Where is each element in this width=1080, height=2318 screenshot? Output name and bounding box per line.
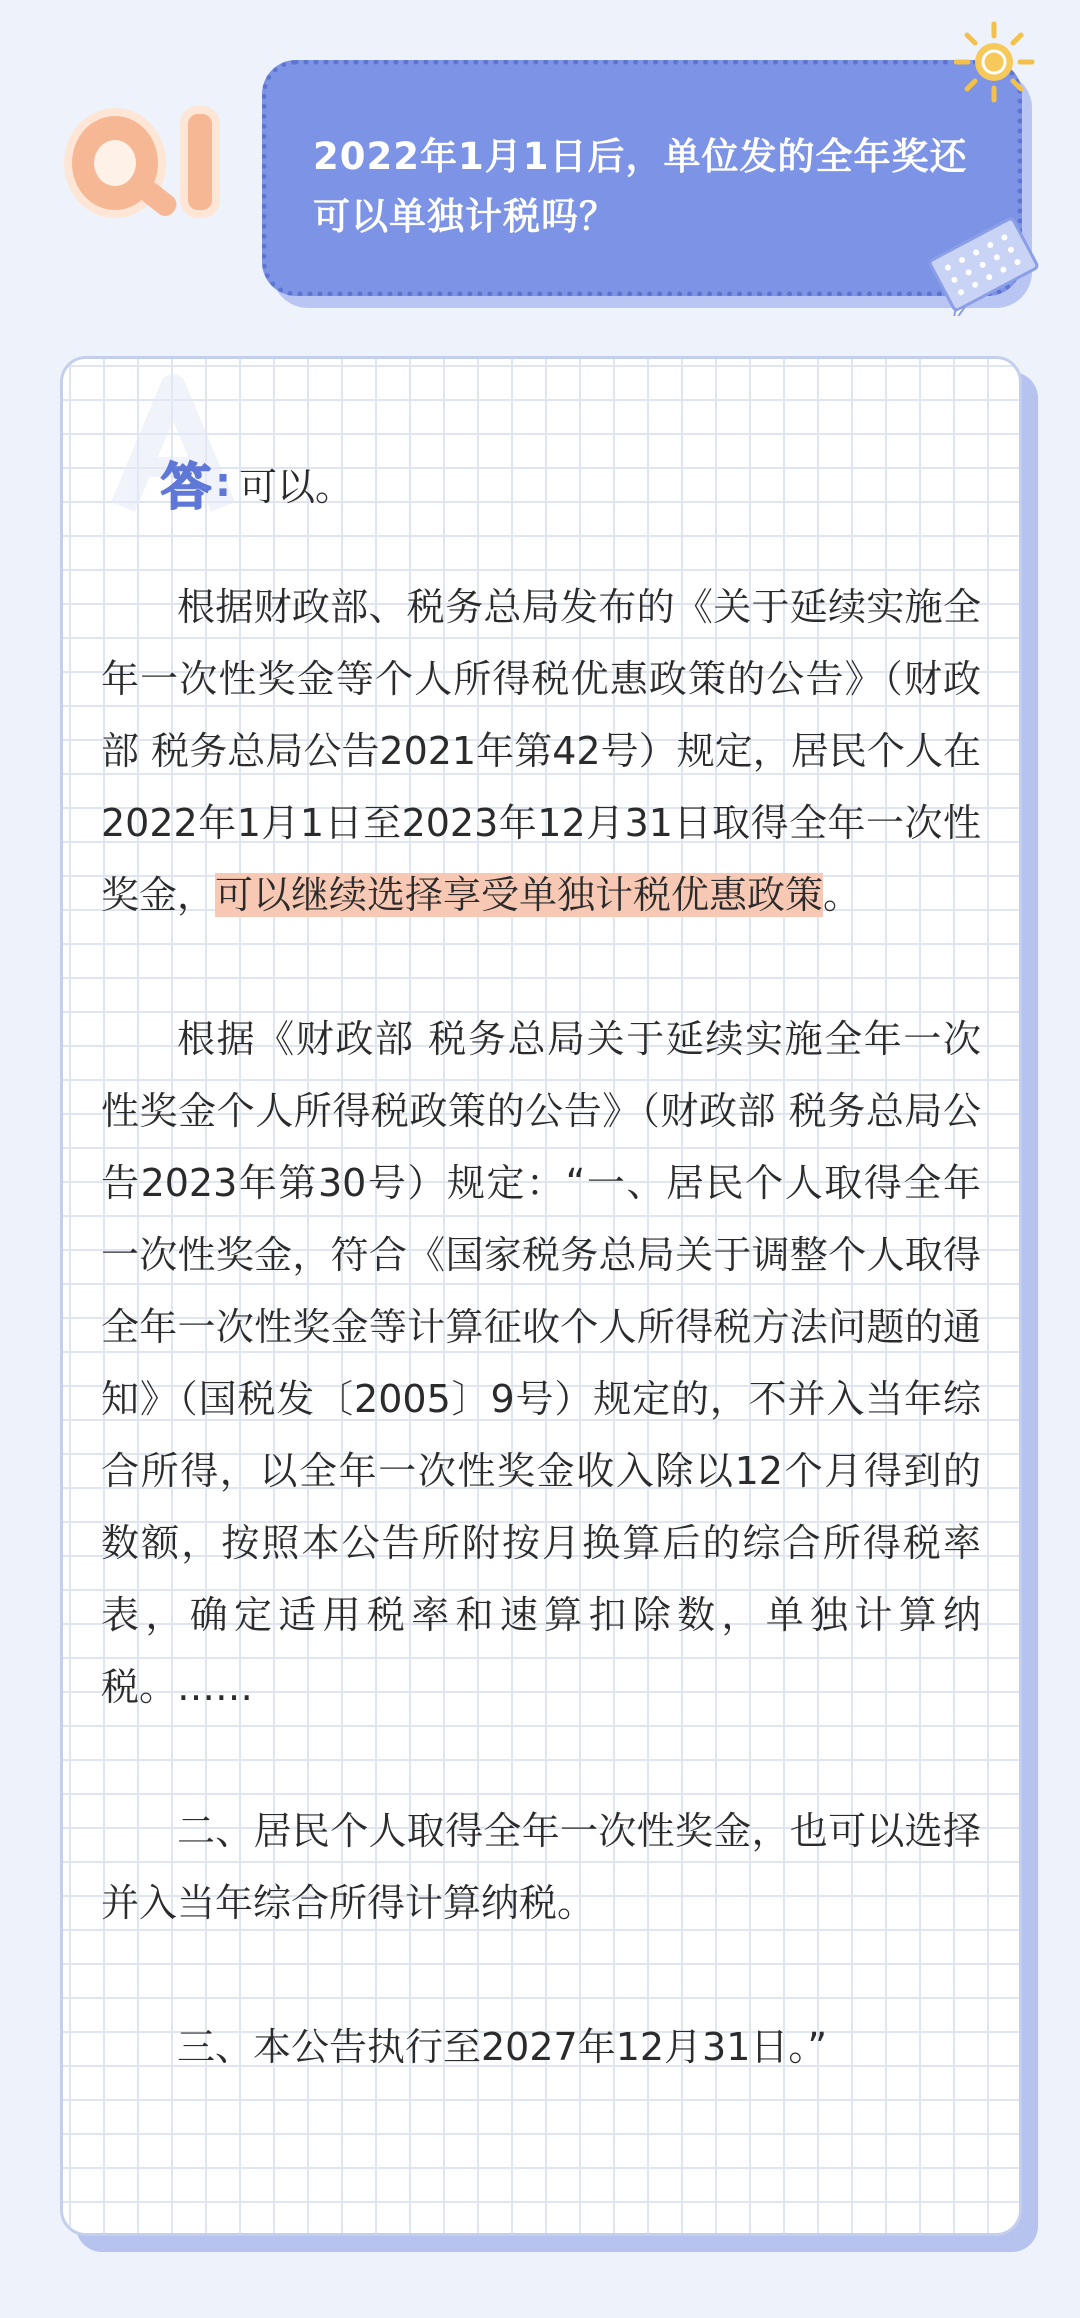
paragraph-1-text: 根据财政部、税务总局发布的《关于延续实施全年一次性奖金等个人所得税优惠政策的公告》（财政部 税务总局公告2021年第42号）规定，居民个人在2022年1月1日至2023年12月31日取得全年一次性奖金， [101, 585, 981, 917]
answer-heading [161, 443, 353, 523]
question-text: 2022年1月1日后，单位发的全年奖还可以单独计税吗？ [313, 135, 968, 238]
paragraph-3: 二、居民个人取得全年一次性奖金，也可以选择并入当年综合所得计算纳税。 [101, 1809, 981, 1925]
highlighted-text: 可以继续选择享受单独计税优惠政策 [215, 873, 824, 917]
digit-one-shape [180, 106, 220, 218]
answer-card [60, 356, 1022, 2236]
answer-body [101, 571, 981, 2083]
answer-label: 答 [161, 458, 213, 516]
q1-badge [52, 100, 252, 240]
answer-colon-icon: : [215, 460, 231, 506]
paper-note-icon [918, 212, 1042, 316]
q-letter-hole [94, 140, 136, 186]
question-banner [262, 60, 1022, 296]
sun-icon [950, 18, 1038, 106]
answer-short: 可以。 [239, 464, 354, 509]
paragraph-1-end: 。 [823, 873, 862, 917]
paragraph-4: 三、本公告执行至2027年12月31日。” [177, 2025, 828, 2069]
paragraph-1 [101, 571, 981, 931]
paragraph-2: 根据《财政部 税务总局关于延续实施全年一次性奖金个人所得税政策的公告》（财政部 税务总局公告2023年第30号）规定：“一、居民个人取得全年一次性奖金，符合《国家税务总局关于调整个人取得全年一次性奖金等计算征收个人所得税方法问题的通知》（国税发〔2005〕9号）规定的，不并入当年综合所得，以全年一次性奖金收入除以12个月得到的数额，按照本公告所附按月换算后的综合所得税率表，确定适用税率和速算扣除数，单独计算纳税。…… [101, 1017, 981, 1709]
q1-badge-text [52, 100, 53, 101]
